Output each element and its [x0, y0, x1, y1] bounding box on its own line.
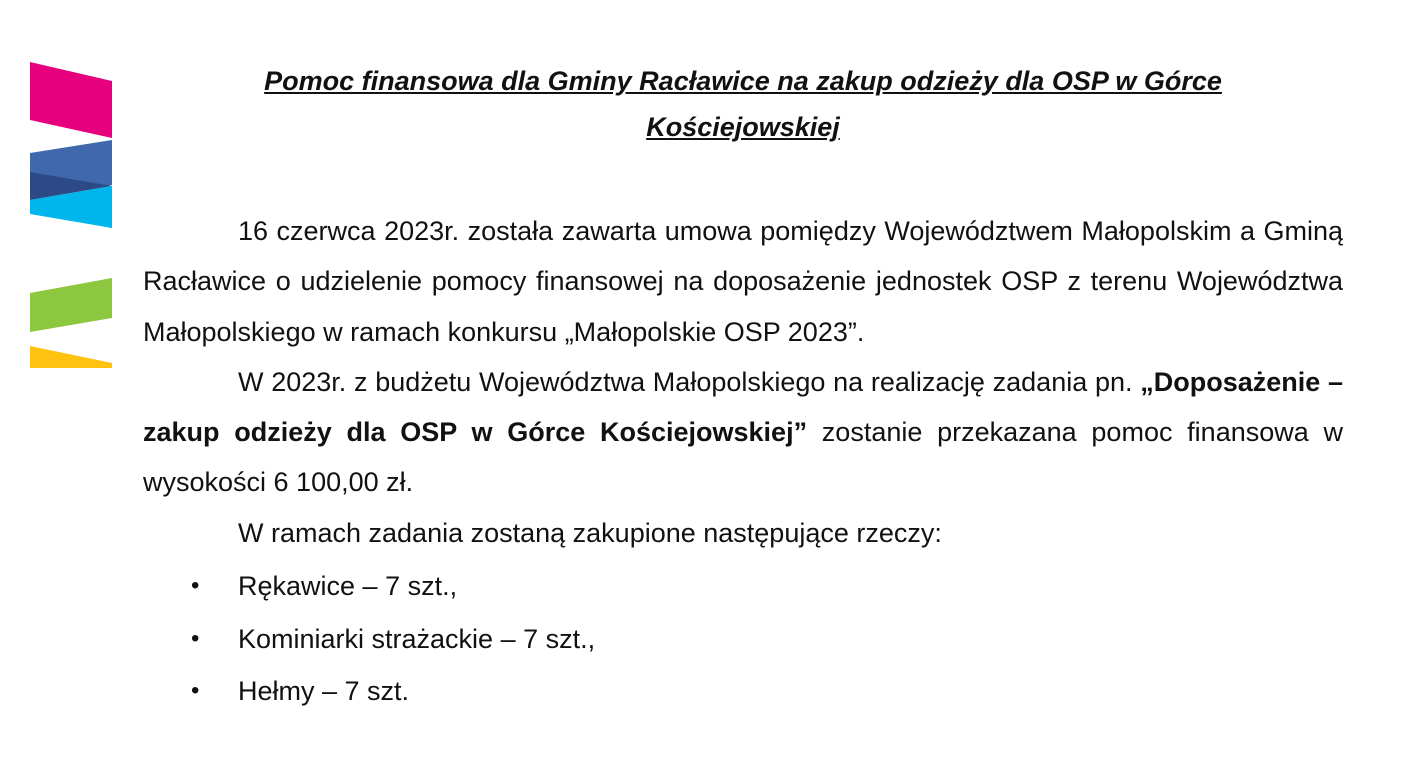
bullet-icon: • — [191, 624, 200, 652]
malopolska-logo-icon — [28, 60, 114, 372]
logo-green-stripe — [30, 278, 112, 332]
logo-magenta-stripe — [30, 62, 112, 138]
funding-text-end: zostanie przekazana pomoc finansowa w wysokości 6 100,00 zł. — [143, 417, 1343, 498]
list-item — [143, 613, 1343, 666]
paragraph-funding — [143, 357, 1343, 508]
funding-text-start: W 2023r. z budżetu Województwa Małopolskiego na realizację zadania pn. — [238, 366, 1141, 397]
title-line-1: Pomoc finansowa dla Gminy Racławice na zakup odzieży dla OSP w Górce — [264, 66, 1222, 96]
list-item — [143, 665, 1343, 718]
paragraph-items-intro: W ramach zadania zostaną zakupione następujące rzeczy: — [238, 517, 942, 548]
list-item — [143, 560, 1343, 613]
list-item-text: Rękawice – 7 szt., — [238, 571, 458, 602]
title-line-2: Kościejowskiej — [646, 112, 840, 142]
list-item-text: Kominiarki strażackie – 7 szt., — [238, 623, 596, 654]
logo-graphic — [28, 60, 114, 372]
document-title — [143, 58, 1343, 150]
bullet-icon: • — [191, 677, 200, 705]
logo-yellow-stripe — [30, 346, 112, 368]
task-name: „Doposażenie – zakup odzieży dla OSP w Górce Kościejowskiej” — [143, 366, 1343, 448]
items-list — [143, 560, 1343, 718]
document-body — [143, 206, 1343, 718]
bullet-icon: • — [191, 572, 200, 600]
list-item-text: Hełmy – 7 szt. — [238, 676, 410, 707]
paragraph-agreement: 16 czerwca 2023r. została zawarta umowa pomiędzy Województwem Małopolskim a Gminą Racławice o udzielenie pomocy finansowej na doposażenie jednostek OSP z terenu Województwa Małopolskiego w ramach konkursu „Małopolskie OSP 2023”. — [143, 216, 1343, 347]
